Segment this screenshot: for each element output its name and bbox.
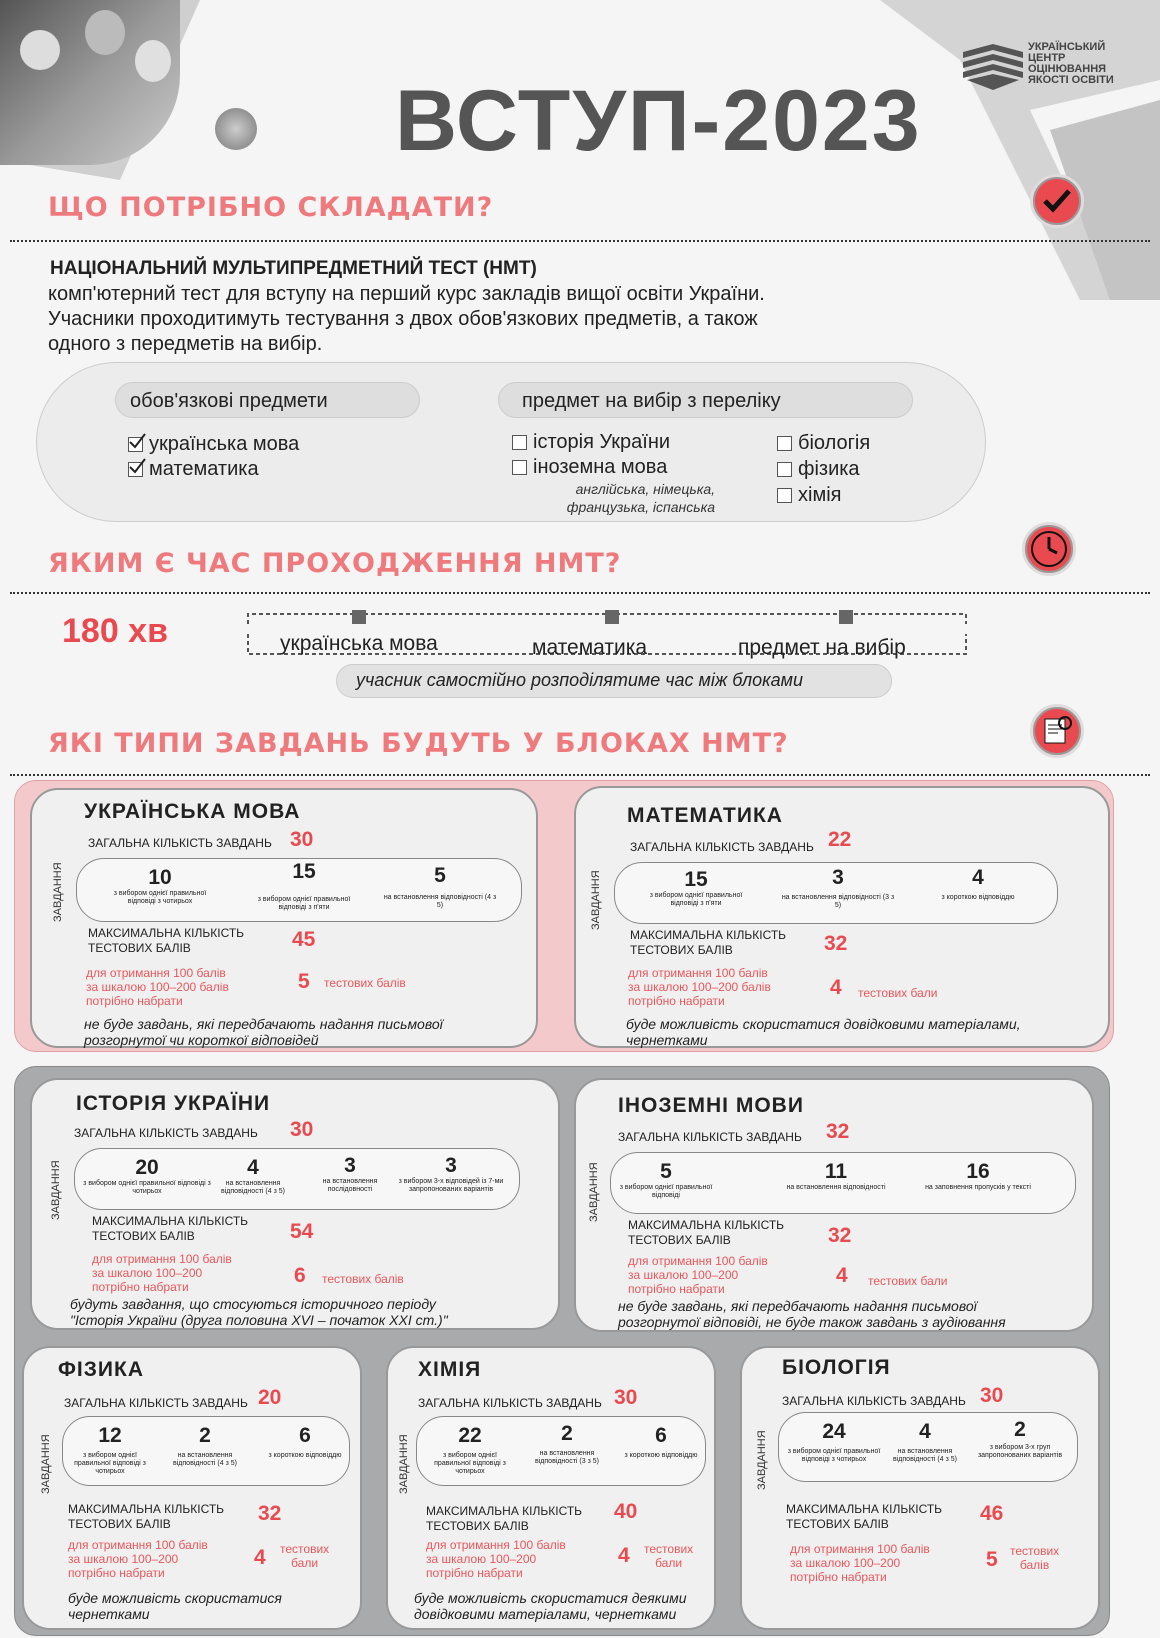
points-label: тестових бали [858, 986, 938, 1000]
label-line: МАКСИМАЛЬНА КІЛЬКІСТЬ [68, 1502, 225, 1516]
points-label: тестових балів [322, 1272, 404, 1286]
task-type [918, 866, 1038, 902]
need-value: 4 [830, 976, 842, 999]
task-desc: на встановлення відповідності (4 з 5) [893, 1448, 957, 1463]
subject-label: історія України [533, 431, 671, 453]
max-value: 32 [824, 932, 848, 955]
need-value: 5 [986, 1548, 998, 1571]
need-label [68, 1538, 208, 1580]
label-line: для отримання 100 балів [628, 1254, 768, 1268]
task-count: 4 [247, 1156, 259, 1179]
max-value: 40 [614, 1500, 638, 1523]
note-line: довідковими матеріалами, чернетками [414, 1606, 677, 1622]
points-label [1010, 1544, 1059, 1572]
page-title: ВСТУП-2023 [395, 73, 922, 169]
task-desc: на заповнення пропусків у тексті [925, 1184, 1031, 1191]
subject-label: хімія [798, 484, 842, 506]
checked-box-icon [128, 437, 143, 452]
task-count: 15 [292, 860, 316, 883]
total-label: ЗАГАЛЬНА КІЛЬКІСТЬ ЗАВДАНЬ [74, 1126, 258, 1140]
small-photo [215, 108, 257, 150]
task-type [776, 1160, 896, 1192]
task-type [162, 1424, 248, 1468]
label-line: потрібно набрати [628, 1282, 725, 1296]
task-type [380, 864, 500, 910]
card-note [414, 1590, 687, 1622]
note-line: буде можливість скористатися довідковими матеріалами, [626, 1016, 1021, 1032]
max-label [628, 1218, 784, 1248]
subject-label: українська мова [149, 433, 300, 455]
need-label [628, 1254, 768, 1296]
task-count: 6 [655, 1424, 667, 1447]
logo-icon [963, 44, 1023, 90]
elective-label: предмет на вибір з переліку [522, 390, 781, 412]
total-label: ЗАГАЛЬНА КІЛЬКІСТЬ ЗАВДАНЬ [64, 1396, 248, 1410]
subject-label: математика [149, 458, 259, 480]
task-count: 4 [919, 1420, 931, 1443]
label-line: за шкалою 100–200 [92, 1266, 203, 1280]
task-desc: на встановлення відповідності (3 з 5) [781, 894, 895, 909]
task-type [82, 1156, 212, 1196]
label-line: потрібно набрати [426, 1566, 523, 1580]
task-count: 3 [445, 1154, 457, 1177]
label-line: ТЕСТОВИХ БАЛІВ [426, 1519, 529, 1533]
task-desc: з вибором 3-х відповідей із 7-ми запропонованих варіантів [398, 1178, 504, 1193]
task-desc: з короткою відповіддю [624, 1452, 698, 1459]
max-label [426, 1504, 582, 1534]
task-desc: з вибором однієї правильної відповіді [619, 1184, 713, 1199]
checked-box-icon [128, 462, 143, 477]
tasks-label: ЗАВДАННЯ [50, 1160, 62, 1220]
task-desc: з короткою відповіддю [941, 894, 1015, 901]
task-type [778, 866, 898, 910]
max-value: 54 [290, 1220, 314, 1243]
task-desc: на встановлення відповідності (4 з 5) [221, 1180, 285, 1195]
checkbox-icon [777, 462, 792, 477]
logo-line: ОЦІНЮВАННЯ [1028, 63, 1107, 75]
card-biology [740, 1346, 1100, 1630]
tasks-label: ЗАВДАННЯ [590, 870, 602, 930]
label-line: бали [291, 1556, 319, 1570]
list-item [777, 482, 870, 508]
task-count: 5 [434, 864, 446, 887]
task-desc: на встановлення відповідності (4 з 5) [173, 1452, 237, 1467]
block-elective: предмет на вибір [738, 636, 906, 659]
max-label [630, 928, 786, 958]
checkbox-icon [777, 488, 792, 503]
task-type [64, 1424, 156, 1476]
card-note [618, 1298, 1006, 1330]
card-chemistry [386, 1346, 716, 1630]
task-desc: з вибором однієї правильної відповіді з чотирьох [74, 1452, 146, 1475]
tasks-label: ЗАВДАННЯ [588, 1162, 600, 1222]
task-desc: з вибором однієї правильної відповіді з чотирьох [787, 1448, 881, 1463]
task-count: 15 [684, 868, 708, 891]
label-line: для отримання 100 балів [92, 1252, 232, 1266]
label-line: потрібно набрати [790, 1570, 887, 1584]
section-title-time: ЯКИМ Є ЧАС ПРОХОДЖЕННЯ НМТ? [48, 548, 622, 579]
logo-line: ЦЕНТР [1028, 52, 1066, 64]
label-line: потрібно набрати [86, 994, 183, 1008]
label-line: МАКСИМАЛЬНА КІЛЬКІСТЬ [426, 1504, 583, 1518]
label-line: потрібно набрати [92, 1280, 189, 1294]
logo-line: ЯКОСТІ ОСВІТИ [1028, 74, 1114, 86]
total-value: 30 [290, 828, 314, 851]
nmt-heading: НАЦІОНАЛЬНИЙ МУЛЬТИПРЕДМЕТНИЙ ТЕСТ (НМТ) [50, 258, 537, 279]
task-count: 5 [660, 1160, 672, 1183]
need-label [628, 966, 771, 1008]
section-title-what: ЩО ПОТРІБНО СКЛАДАТИ? [48, 192, 494, 223]
task-desc: на встановлення послідовності [322, 1178, 378, 1193]
task-type [918, 1160, 1038, 1192]
label-line: ТЕСТОВИХ БАЛІВ [68, 1517, 171, 1531]
task-desc: з вибором однієї правильної відповіді з чотирьох [434, 1452, 506, 1475]
need-value: 4 [254, 1546, 266, 1569]
label-line: за шкалою 100–200 балів [86, 980, 229, 994]
label-line: за шкалою 100–200 балів [628, 980, 771, 994]
checkbox-icon [512, 460, 527, 475]
max-value: 32 [828, 1224, 852, 1247]
points-label [644, 1542, 693, 1570]
total-value: 30 [614, 1386, 638, 1409]
task-type [970, 1418, 1070, 1460]
note-line: не буде завдань, які передбачають надання письмової [618, 1298, 977, 1314]
total-label: ЗАГАЛЬНА КІЛЬКІСТЬ ЗАВДАНЬ [618, 1130, 802, 1144]
task-type [784, 1420, 884, 1464]
subject-label: біологія [798, 432, 871, 454]
tasks-label: ЗАВДАННЯ [398, 1434, 410, 1494]
total-label: ЗАГАЛЬНА КІЛЬКІСТЬ ЗАВДАНЬ [88, 836, 272, 850]
card-note [84, 1016, 443, 1048]
card-title: УКРАЇНСЬКА МОВА [84, 800, 301, 823]
label-line: МАКСИМАЛЬНА КІЛЬКІСТЬ [88, 926, 245, 940]
task-desc: з вибором 3-х груп запропонованих варіантів [977, 1444, 1063, 1459]
label-line: МАКСИМАЛЬНА КІЛЬКІСТЬ [628, 1218, 785, 1232]
clock-icon [1022, 522, 1076, 576]
max-value: 32 [258, 1502, 282, 1525]
label-line: за шкалою 100–200 [628, 1268, 739, 1282]
note-line: будуть завдання, що стосуються історичного періоду [70, 1296, 436, 1312]
need-label [86, 966, 229, 1008]
total-value: 32 [826, 1120, 850, 1143]
label-line: ТЕСТОВИХ БАЛІВ [628, 1233, 731, 1247]
task-desc: з вибором однієї правильної відповіді з п'яти [257, 896, 351, 911]
label-line: ТЕСТОВИХ БАЛІВ [92, 1229, 195, 1243]
card-title: ХІМІЯ [418, 1358, 482, 1381]
subject-label: фізика [798, 458, 860, 480]
label-line: потрібно набрати [68, 1566, 165, 1580]
task-desc: на встановлення відповідності (4 з 5) [383, 894, 497, 909]
label-line: тестових [644, 1542, 694, 1556]
max-label [786, 1502, 942, 1532]
total-label: ЗАГАЛЬНА КІЛЬКІСТЬ ЗАВДАНЬ [418, 1396, 602, 1410]
task-count: 10 [148, 866, 172, 889]
task-type [262, 1424, 348, 1460]
points-label [280, 1542, 329, 1570]
card-title: БІОЛОГІЯ [782, 1356, 891, 1379]
total-value: 30 [980, 1384, 1004, 1407]
card-note [70, 1296, 448, 1328]
max-value: 45 [292, 928, 316, 951]
task-count: 3 [832, 866, 844, 889]
max-label [92, 1214, 248, 1244]
block-math: математика [532, 636, 648, 659]
label-line: МАКСИМАЛЬНА КІЛЬКІСТЬ [92, 1214, 249, 1228]
label-line: бали [655, 1556, 683, 1570]
list-item [128, 457, 299, 482]
label-line: за шкалою 100–200 [790, 1556, 901, 1570]
list-item [777, 456, 870, 482]
list-item [512, 430, 670, 455]
mandatory-list [128, 432, 299, 482]
points-label: тестових бали [868, 1274, 948, 1288]
points-label: тестових балів [324, 976, 406, 990]
label-line: ТЕСТОВИХ БАЛІВ [88, 941, 191, 955]
subject-label: іноземна мова [533, 456, 668, 478]
section-title-types: ЯКІ ТИПИ ЗАВДАНЬ БУДУТЬ У БЛОКАХ НМТ? [48, 728, 789, 759]
need-label [92, 1252, 232, 1294]
label-line: ТЕСТОВИХ БАЛІВ [630, 943, 733, 957]
need-label [426, 1538, 566, 1580]
need-label [790, 1542, 930, 1584]
total-time: 180 хв [62, 612, 168, 650]
task-desc: на встановлення відповідності [786, 1184, 886, 1191]
elective-list-1 [512, 430, 670, 480]
need-value: 5 [298, 970, 310, 993]
note-line: не буде завдань, які передбачають надання письмової [84, 1016, 443, 1032]
desc-line: Учасники проходитимуть тестування з двох обов'язкових предметів, а також [48, 308, 758, 330]
card-note [68, 1590, 282, 1622]
task-count: 22 [458, 1424, 482, 1447]
task-desc: з короткою відповіддю [268, 1452, 342, 1459]
note-line: англійська, німецька, [575, 481, 715, 497]
task-type [606, 1160, 726, 1200]
task-desc: з вибором однієї правильної відповіді з п'яти [649, 892, 743, 907]
card-title: ІНОЗЕМНІ МОВИ [618, 1094, 804, 1117]
task-count: 2 [561, 1422, 573, 1445]
tasks-label: ЗАВДАННЯ [756, 1430, 768, 1490]
card-title: МАТЕМАТИКА [627, 804, 783, 827]
card-note [626, 1016, 1021, 1048]
label-line: потрібно набрати [628, 994, 725, 1008]
task-desc: з вибором однієї правильної відповіді з чотирьох [83, 1180, 211, 1195]
label-line: за шкалою 100–200 [426, 1552, 537, 1566]
note-line: буде можливість скористатися деякими [414, 1590, 687, 1606]
max-label [88, 926, 244, 956]
task-type [424, 1424, 516, 1476]
note-line: буде можливість скористатися [68, 1590, 282, 1606]
label-line: для отримання 100 балів [628, 966, 768, 980]
task-type [244, 860, 364, 912]
label-line: тестових [1010, 1544, 1060, 1558]
task-type [212, 1156, 294, 1196]
note-line: французька, іспанська [566, 499, 715, 515]
time-note: учасник самостійно розподілятиме час між блоками [356, 670, 804, 690]
total-value: 30 [290, 1118, 314, 1141]
label-line: за шкалою 100–200 [68, 1552, 179, 1566]
task-type [396, 1154, 506, 1194]
divider [10, 592, 1150, 594]
task-type [636, 868, 756, 908]
task-count: 6 [299, 1424, 311, 1447]
task-count: 20 [135, 1156, 159, 1179]
card-title: ФІЗИКА [58, 1358, 144, 1381]
label-line: МАКСИМАЛЬНА КІЛЬКІСТЬ [786, 1502, 943, 1516]
task-type [100, 866, 220, 906]
task-type [522, 1422, 612, 1466]
list-item [128, 432, 299, 457]
label-line: ТЕСТОВИХ БАЛІВ [786, 1517, 889, 1531]
task-count: 11 [824, 1160, 848, 1183]
task-count: 24 [822, 1420, 846, 1443]
block-ukrainian: українська мова [280, 632, 438, 655]
label-line: балів [1019, 1558, 1050, 1572]
task-count: 4 [972, 866, 984, 889]
label-line: МАКСИМАЛЬНА КІЛЬКІСТЬ [630, 928, 787, 942]
checkbox-icon [512, 435, 527, 450]
note-line: розгорнутої чи короткої відповідей [84, 1032, 319, 1048]
card-physics [22, 1346, 362, 1630]
label-line: тестових [280, 1542, 330, 1556]
note-line: розгорнутої відповіді, не буде також завдань з аудіювання [618, 1314, 1006, 1330]
task-count: 12 [98, 1424, 122, 1447]
mandatory-label: обов'язкові предмети [130, 390, 328, 412]
tasks-label: ЗАВДАННЯ [52, 862, 64, 922]
task-desc: на встановлення відповідності (3 з 5) [535, 1450, 599, 1465]
label-line: для отримання 100 балів [86, 966, 226, 980]
checkmark-icon [1030, 174, 1084, 228]
note-line: чернетками [68, 1606, 150, 1622]
logo-text [1028, 42, 1114, 86]
need-value: 4 [836, 1264, 848, 1287]
total-value: 22 [828, 828, 852, 851]
list-item [512, 455, 670, 480]
task-count: 2 [199, 1424, 211, 1447]
task-type [310, 1154, 390, 1194]
note-line: чернетками [626, 1032, 708, 1048]
task-count: 2 [1014, 1418, 1026, 1441]
note-line: "Історія України (друга половина XVI – початок XXI ст.)" [70, 1312, 448, 1328]
total-label: ЗАГАЛЬНА КІЛЬКІСТЬ ЗАВДАНЬ [782, 1394, 966, 1408]
task-count: 3 [344, 1154, 356, 1177]
label-line: для отримання 100 балів [426, 1538, 566, 1552]
task-type [884, 1420, 966, 1464]
task-desc: з вибором однієї правильної відповіді з чотирьох [113, 890, 207, 905]
desc-line: комп'ютерний тест для вступу на перший курс закладів вищої освіти України. [48, 283, 765, 305]
label-line: для отримання 100 балів [68, 1538, 208, 1552]
divider [10, 774, 1150, 776]
task-count: 16 [966, 1160, 990, 1183]
divider [10, 240, 1150, 242]
task-type [618, 1424, 704, 1460]
document-search-icon [1030, 704, 1084, 758]
card-title: ІСТОРІЯ УКРАЇНИ [76, 1092, 271, 1115]
need-value: 4 [618, 1544, 630, 1567]
desc-line: одного з передметів на вибір. [48, 333, 323, 355]
max-label [68, 1502, 224, 1532]
nmt-description [48, 282, 765, 357]
languages-note [540, 480, 715, 516]
tasks-label: ЗАВДАННЯ [40, 1434, 52, 1494]
total-value: 20 [258, 1386, 282, 1409]
logo-line: УКРАЇНСЬКИЙ [1028, 41, 1106, 53]
max-value: 46 [980, 1502, 1004, 1525]
total-label: ЗАГАЛЬНА КІЛЬКІСТЬ ЗАВДАНЬ [630, 840, 814, 854]
label-line: для отримання 100 балів [790, 1542, 930, 1556]
need-value: 6 [294, 1264, 306, 1287]
elective-list-2 [777, 430, 870, 508]
list-item [777, 430, 870, 456]
checkbox-icon [777, 436, 792, 451]
